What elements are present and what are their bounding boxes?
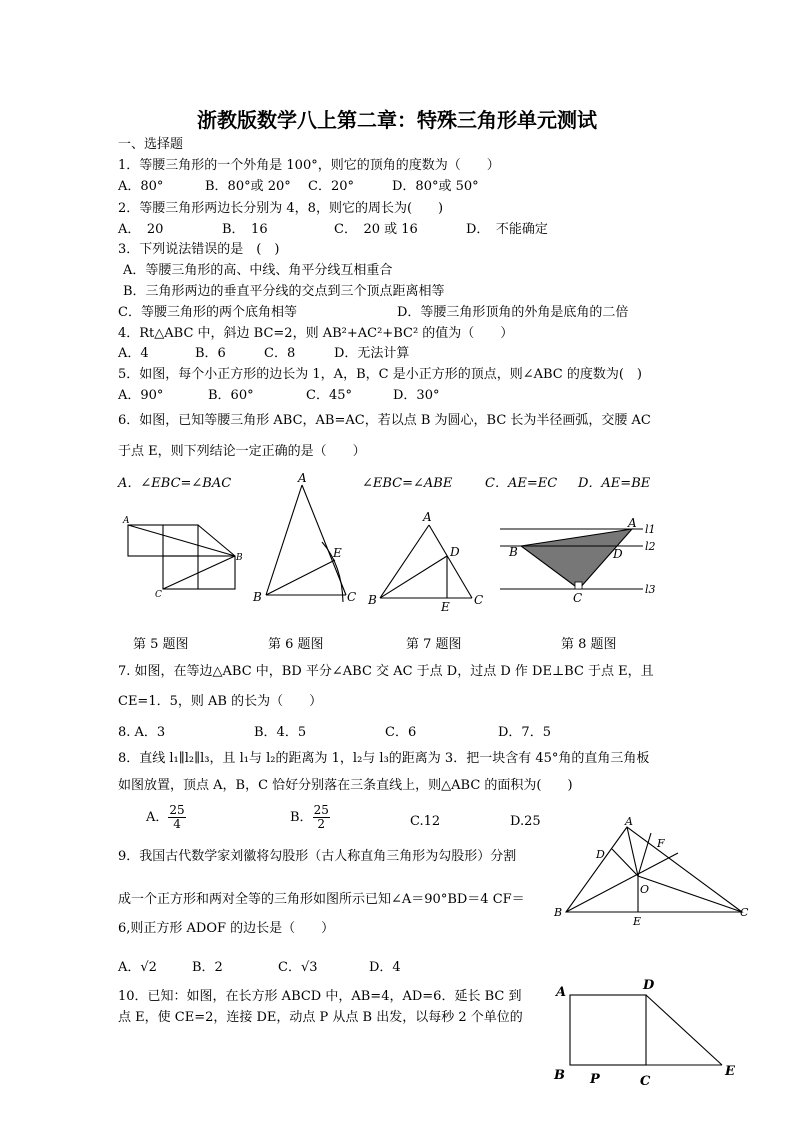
q2-option-a: A． 20 xyxy=(118,222,164,237)
q3-stem: 3．下列说法错误的是 ( ) xyxy=(118,242,280,257)
q4-option-c: C．8 xyxy=(264,346,296,361)
q5-option-b: B．60° xyxy=(208,388,254,403)
q8-option-a-prefix: A． xyxy=(146,810,169,825)
q8-option-a xyxy=(146,804,186,831)
fig8-label-l1: l1 xyxy=(645,523,656,536)
fig6-label-e: E xyxy=(333,546,342,560)
figure-10 xyxy=(550,975,750,1090)
q9-stem-line3: 6,则正方形 ADOF 的边长是（ ） xyxy=(118,921,335,936)
fig5-label-b: B xyxy=(236,553,243,563)
q7-option-d: D．7．5 xyxy=(498,725,551,740)
fig9-label-e: E xyxy=(633,915,642,928)
q4-option-a: A．4 xyxy=(118,346,149,361)
figure-5 xyxy=(118,510,248,600)
q6-option-d: D．AE=BE xyxy=(578,476,651,491)
fig7-label-c: C xyxy=(474,593,484,607)
q7-option-c: C．6 xyxy=(385,725,417,740)
q7-stem-line1: 7. 如图，在等边△ABC 中，BD 平分∠ABC 交 AC 于点 D，过点 D 作 DE⊥BC 于点 E，且 xyxy=(118,664,654,679)
fig9-label-c: C xyxy=(740,906,749,919)
figure-9 xyxy=(552,815,762,930)
fig9-label-b: B xyxy=(554,906,563,919)
fig8-label-d: D xyxy=(613,547,623,561)
fig10-label-b: B xyxy=(554,1068,565,1083)
q8-stem-line2: 如图放置，顶点 A，B，C 恰好分别落在三条直线上，则△ABC 的面积为( ) xyxy=(118,778,573,793)
fig8-label-l2: l2 xyxy=(645,540,656,553)
q9-option-c: C．√3 xyxy=(278,960,318,975)
fig6-label-b: B xyxy=(253,590,262,604)
caption-fig8: 第 8 题图 xyxy=(561,637,617,652)
q3-option-c: C．等腰三角形的两个底角相等 xyxy=(118,305,297,320)
fig8-label-l3: l3 xyxy=(645,583,656,596)
q9-option-b: B．2 xyxy=(192,960,223,975)
q4-stem: 4．Rt△ABC 中，斜边 BC=2，则 AB²+AC²+BC² 的值为（ ） xyxy=(118,326,514,341)
q3-option-a: A．等腰三角形的高、中线、角平分线互相重合 xyxy=(123,263,393,278)
q9-stem-line2: 成一个正方形和两对全等的三角形如图所示已知∠A＝90°BD＝4 CF＝ xyxy=(118,892,525,907)
q3-option-b: B．三角形两边的垂直平分线的交点到三个顶点距离相等 xyxy=(123,284,445,299)
q1-option-a: A．80° xyxy=(118,179,164,194)
q10-stem-line1: 10．已知：如图，在长方形 ABCD 中，AB=4，AD=6．延长 BC 到 xyxy=(118,989,522,1004)
q8-option-b-prefix: B． xyxy=(290,810,313,825)
q5-option-d: D．30° xyxy=(393,388,440,403)
figure-7 xyxy=(365,510,495,614)
q8-stem-line1: 8．直线 l₁∥l₂∥l₃，且 l₁与 l₂的距离为 1，l₂与 l₃的距离为 3．把一块含有 45°角的直角三角板 xyxy=(118,751,650,766)
fig9-label-o: O xyxy=(640,883,650,896)
figure-8 xyxy=(495,512,665,607)
q6-option-c: C．AE=EC xyxy=(485,476,558,491)
q8-option-b-fraction xyxy=(313,804,330,831)
q6-option-a: A．∠EBC=∠BAC xyxy=(118,476,232,491)
fig9-label-a: A xyxy=(625,815,633,828)
fig10-label-c: C xyxy=(640,1074,651,1089)
q4-option-b: B．6 xyxy=(195,346,226,361)
q4-option-d: D．无法计算 xyxy=(334,346,410,361)
q6-stem-line1: 6．如图，已知等腰三角形 ABC，AB=AC，若以点 B 为圆心，BC 长为半径画弧，交腰 AC xyxy=(118,413,651,428)
page-title: 浙教版数学八上第二章：特殊三角形单元测试 xyxy=(197,108,597,132)
figure-6 xyxy=(250,470,365,610)
fig8-label-b: B xyxy=(509,545,518,559)
q9-stem-line1: 9．我国古代数学家刘徽将勾股形（古人称直角三角形为勾股形）分割 xyxy=(118,849,517,864)
q5-option-c: C．45° xyxy=(306,388,352,403)
caption-fig7: 第 7 题图 xyxy=(406,637,462,652)
q7-option-b: B．4．5 xyxy=(254,725,307,740)
fig8-label-c: C xyxy=(573,591,583,605)
q5-stem: 5．如图，每个小正方形的边长为 1，A，B，C 是小正方形的顶点，则∠ABC 的度数为( ) xyxy=(118,367,642,382)
fig9-label-f: F xyxy=(657,837,665,850)
q8-option-b xyxy=(290,804,330,831)
q9-option-a: A．√2 xyxy=(118,960,157,975)
q1-stem: 1．等腰三角形的一个外角是 100°，则它的顶角的度数为（ ） xyxy=(118,158,500,173)
q8-option-b-numerator: 25 xyxy=(313,803,329,817)
q2-option-d: D． 不能确定 xyxy=(466,222,548,237)
fig6-label-c: C xyxy=(347,590,357,604)
q2-stem: 2．等腰三角形两边长分别为 4，8，则它的周长为( ) xyxy=(118,201,444,216)
fig10-label-e: E xyxy=(725,1064,735,1079)
q8-option-a-numerator: 25 xyxy=(169,803,185,817)
fig5-label-c: C xyxy=(155,590,162,600)
q1-option-c: C．20° xyxy=(308,179,354,194)
q2-option-b: B． 16 xyxy=(222,222,268,237)
fig10-label-a: A xyxy=(556,985,567,1000)
q7-option-a: 8. A．3 xyxy=(118,725,166,740)
section-heading: 一、选择题 xyxy=(118,137,184,152)
q8-option-b-denominator: 2 xyxy=(317,817,326,831)
fig6-label-a: A xyxy=(298,471,307,485)
q8-option-a-fraction xyxy=(168,804,185,831)
q1-option-b: B．80°或 20° xyxy=(205,179,291,194)
q2-option-c: C． 20 或 16 xyxy=(334,222,418,237)
fig7-label-e: E xyxy=(441,600,450,614)
q3-option-d: D．等腰三角形顶角的外角是底角的二倍 xyxy=(397,305,629,320)
fig5-label-a: A xyxy=(123,516,130,526)
q10-stem-line2: 点 E，使 CE=2，连接 DE，动点 P 从点 B 出发，以每秒 2 个单位的 xyxy=(118,1010,523,1025)
q6-option-b: ∠EBC=∠ABE xyxy=(362,476,453,491)
caption-fig5: 第 5 题图 xyxy=(133,637,189,652)
fig7-label-b: B xyxy=(368,593,377,607)
q8-option-d: D.25 xyxy=(510,814,541,829)
q1-option-d: D．80°或 50° xyxy=(392,179,479,194)
fig10-label-d: D xyxy=(643,978,655,993)
fig9-label-d: D xyxy=(596,848,605,861)
q9-option-d: D．4 xyxy=(369,960,401,975)
fig8-label-a: A xyxy=(628,516,637,530)
q8-option-a-denominator: 4 xyxy=(173,817,181,831)
fig10-label-p: P xyxy=(590,1072,600,1087)
q7-stem-line2: CE=1．5，则 AB 的长为（ ） xyxy=(118,694,323,709)
caption-fig6: 第 6 题图 xyxy=(268,637,324,652)
q8-option-c: C.12 xyxy=(410,814,441,829)
q6-stem-line2: 于点 E，则下列结论一定正确的是（ ） xyxy=(118,444,366,459)
q5-option-a: A．90° xyxy=(118,388,164,403)
fig7-label-d: D xyxy=(450,545,460,559)
fig7-label-a: A xyxy=(423,510,432,524)
